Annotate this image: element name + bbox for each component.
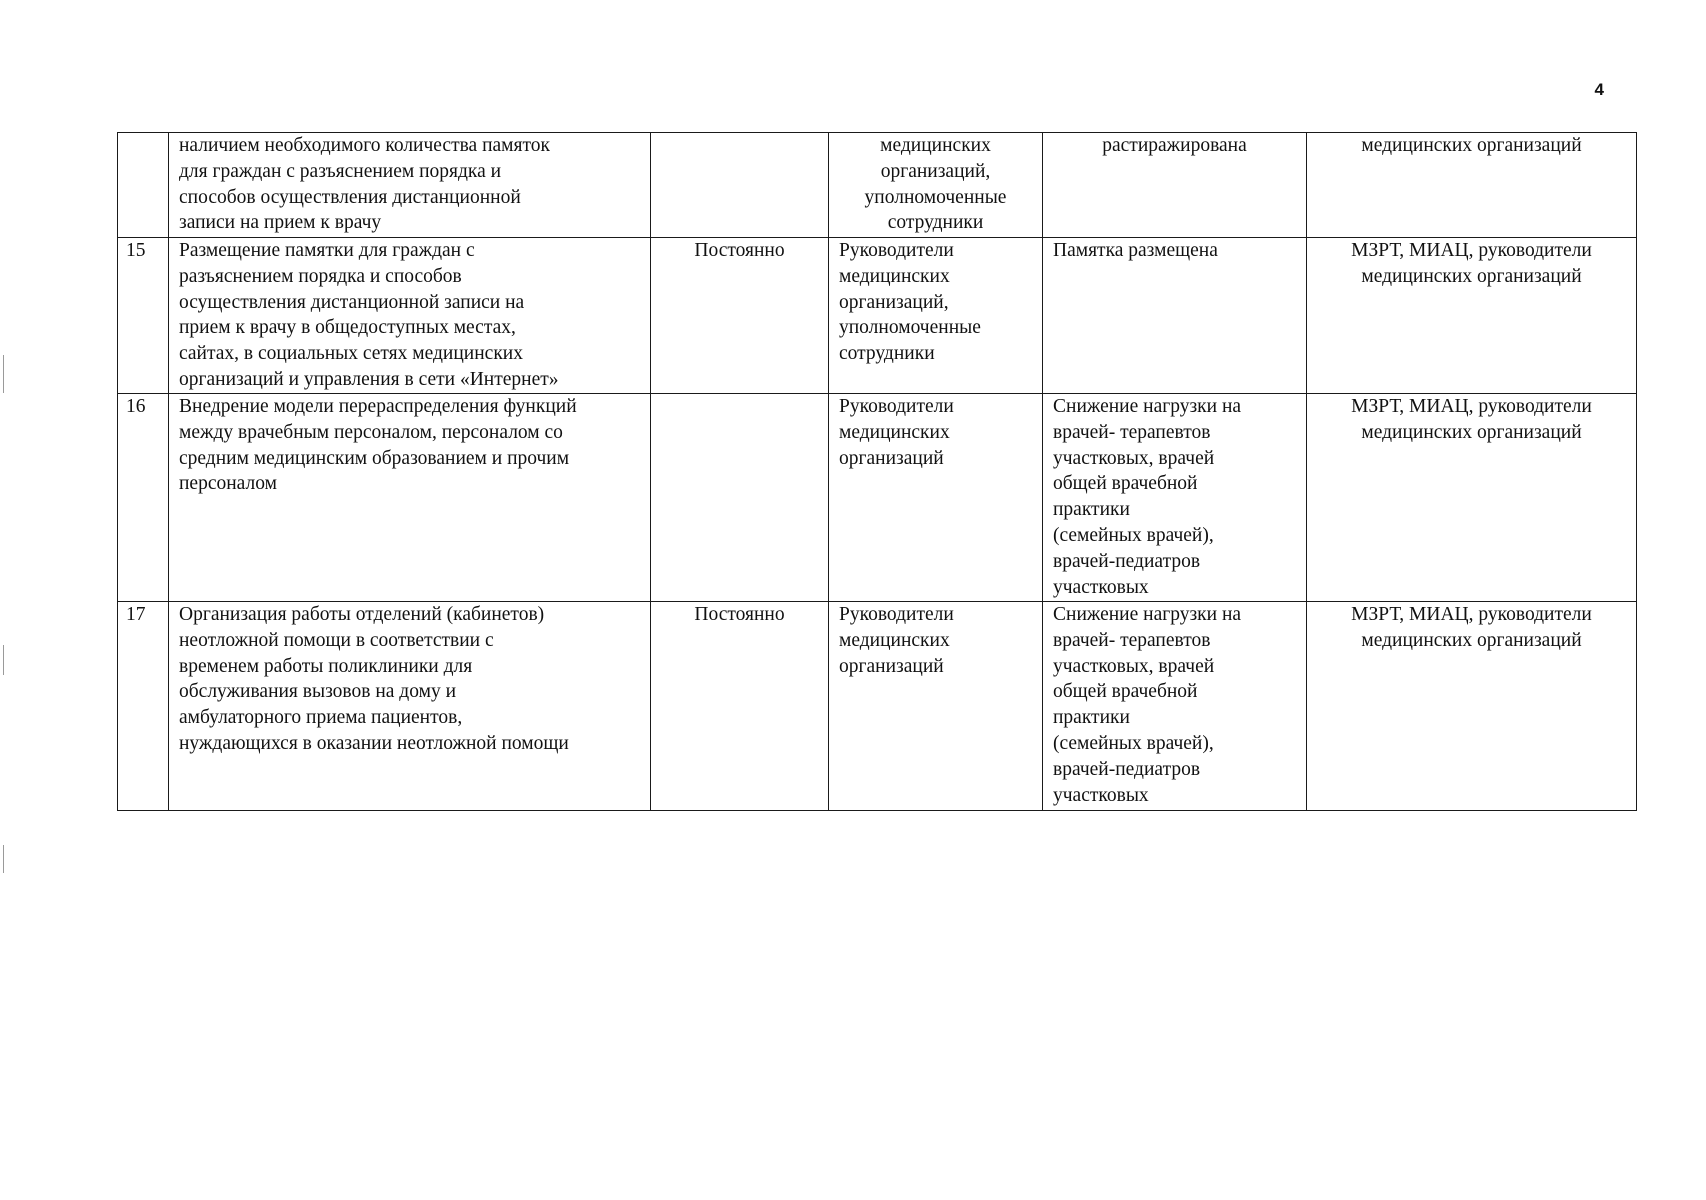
- deadline-cell: [651, 394, 829, 602]
- result-text: Памятка размещена: [1053, 240, 1218, 261]
- row-number-cell: [118, 133, 169, 238]
- event-text: Организация работы отделений (кабинетов) неотложной помощи в соответствии с временем работы поликлиники для обслуживания вызовов на дому и амбулаторного приема пациентов, нуждающихся в оказании неотложной помощи: [179, 604, 569, 754]
- event-cell: [169, 133, 651, 238]
- table-row: [118, 602, 1637, 811]
- event-text: Размещение памятки для граждан с разъяснением порядка и способов осуществления дистанционной записи на прием к врачу в общедоступных местах, сайтах, в социальных сетях медицинских организаций и управления в сети «Интернет»: [179, 240, 559, 390]
- control-cell: [1307, 133, 1637, 238]
- row-number-cell: [118, 602, 169, 811]
- control-cell: [1307, 602, 1637, 811]
- deadline-cell: [651, 602, 829, 811]
- result-text: Снижение нагрузки на врачей- терапевтов участковых, врачей общей врачебной практики (семейных врачей), врачей-педиатров участковых: [1053, 604, 1242, 806]
- result-cell: [1043, 394, 1307, 602]
- page-number: 4: [1594, 80, 1604, 99]
- event-text: наличием необходимого количества памяток для граждан с разъяснением порядка и способов осуществления дистанционной записи на прием к врачу: [179, 135, 550, 234]
- control-text: МЗРТ, МИАЦ, руководители медицинских организаций: [1351, 604, 1592, 651]
- event-text: Внедрение модели перераспределения функций между врачебным персоналом, персоналом со средним медицинским образованием и прочим персоналом: [179, 396, 577, 495]
- event-cell: [169, 602, 651, 811]
- result-cell: [1043, 133, 1307, 238]
- row-number-cell: [118, 238, 169, 394]
- result-text: растиражирована: [1102, 135, 1247, 156]
- responsible-cell: [829, 602, 1043, 811]
- row-number: 15: [126, 240, 146, 261]
- result-text: Снижение нагрузки на врачей- терапевтов участковых, врачей общей врачебной практики (семейных врачей), врачей-педиатров участковых: [1053, 396, 1242, 598]
- responsible-text: медицинских организаций, уполномоченные сотрудники: [864, 135, 1007, 234]
- scan-artifact: [3, 845, 4, 873]
- deadline-cell: [651, 133, 829, 238]
- control-text: МЗРТ, МИАЦ, руководители медицинских организаций: [1351, 240, 1592, 287]
- responsible-text: Руководители медицинских организаций: [839, 396, 954, 469]
- control-text: МЗРТ, МИАЦ, руководители медицинских организаций: [1351, 396, 1592, 443]
- row-number: 16: [126, 396, 146, 417]
- responsible-cell: [829, 394, 1043, 602]
- event-cell: [169, 394, 651, 602]
- result-cell: [1043, 238, 1307, 394]
- row-number: 17: [126, 604, 146, 625]
- deadline-text: Постоянно: [694, 240, 785, 261]
- result-cell: [1043, 602, 1307, 811]
- responsible-text: Руководители медицинских организаций, уполномоченные сотрудники: [839, 240, 981, 365]
- scan-artifact: [3, 355, 4, 393]
- table-row: [118, 238, 1637, 394]
- row-number-cell: [118, 394, 169, 602]
- table-row: [118, 133, 1637, 238]
- control-cell: [1307, 238, 1637, 394]
- deadline-cell: [651, 238, 829, 394]
- deadline-text: Постоянно: [694, 604, 785, 625]
- action-plan-table: [117, 132, 1637, 811]
- table-row: [118, 394, 1637, 602]
- event-cell: [169, 238, 651, 394]
- control-cell: [1307, 394, 1637, 602]
- responsible-cell: [829, 133, 1043, 238]
- responsible-cell: [829, 238, 1043, 394]
- control-text: медицинских организаций: [1361, 135, 1582, 156]
- scan-artifact: [3, 645, 4, 675]
- responsible-text: Руководители медицинских организаций: [839, 604, 954, 677]
